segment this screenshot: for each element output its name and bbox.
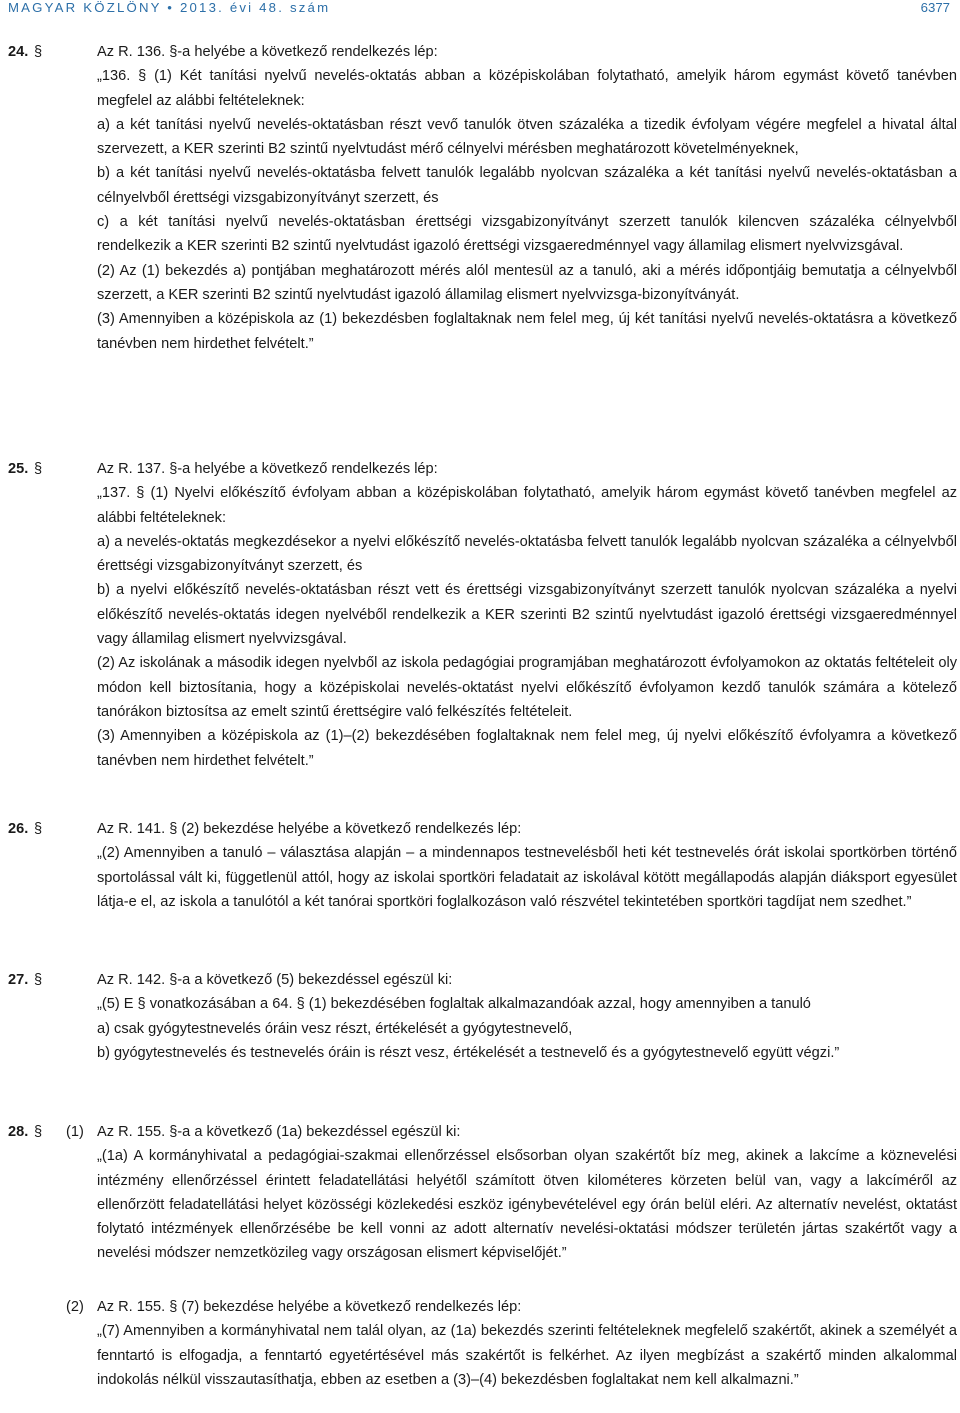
page-header xyxy=(8,0,950,18)
paragraph: „(5) E § vonatkozásában a 64. § (1) bekezdésében foglaltak alkalmazandóak azzal, hogy amennyiben a tanuló xyxy=(97,996,811,1013)
section-text xyxy=(97,817,957,914)
section-text xyxy=(97,1120,957,1266)
paragraph: c) a két tanítási nyelvű nevelés-oktatásban érettségi vizsgabizonyítványt szerzett tanulók kilencven százaléka célnyelvből rendelkezik a KER szerinti B2 szintű nyelvtudást igazoló érettségi vizsgaeredménnyel vagy államilag elismert nyelvvizsgával. xyxy=(97,214,957,255)
section-sign: § xyxy=(34,44,43,60)
section-intro: Az R. 142. §-a a következő (5) bekezdéssel egészül ki: xyxy=(97,972,453,988)
paragraph: (2) Az (1) bekezdés a) pontjában meghatározott mérés alól mentesül az a tanuló, aki a mérés időpontjáig bemutatja a célnyelvből szerzett, a KER szerinti B2 szintű nyelvtudást igazoló államilag elismert nyelvvizsga-bizonyítványát. xyxy=(97,262,957,303)
paragraph: „(2) Amennyiben a tanuló – választása alapján – a mindennapos testnevelésből heti két testnevelés órát iskolai sportkörben történő sportolással vált ki, függetlenül attól, hogy az iskolai sportköri feladatait az iskolával kötött megállapodás alapján diáksport egyesület látja-e el, az iskola a tanulótól a két tanórai sportköri foglalkozáson való részvétel tekintetében sportköri tagdíjat nem szedhet.” xyxy=(97,845,957,910)
paragraph: (3) Amennyiben a középiskola az (1) bekezdésben foglaltaknak nem felel meg, új két tanítási nyelvű nevelés-oktatásra a következő tanévben nem hirdethet felvételt.” xyxy=(97,311,957,352)
section-text xyxy=(97,968,957,1065)
section-text xyxy=(97,1295,957,1392)
paragraph: a) csak gyógytestnevelés óráin vesz részt, értékelését a gyógytestnevelő, xyxy=(97,1020,573,1037)
section-intro: Az R. 137. §-a helyébe a következő rendelkezés lép: xyxy=(97,461,438,477)
section-number: 27. xyxy=(8,972,29,988)
paragraph: a) a nevelés-oktatás megkezdésekor a nyelvi előkészítő nevelés-oktatásba felvett tanulók legalább nyolcvan százaléka a célnyelvből érettségi vizsgabizonyítványt szerzett, és xyxy=(97,533,957,575)
paragraph: (3) Amennyiben a középiskola az (1)–(2) bekezdésében foglaltaknak nem felel meg, új nyelvi előkészítő évfolyamra a következő tanévben nem hirdethet felvételt.” xyxy=(97,728,957,769)
section-sign: § xyxy=(34,1124,43,1140)
subsection-number: (2) xyxy=(66,1299,84,1315)
paragraph: „137. § (1) Nyelvi előkészítő évfolyam abban a középiskolában folytatható, amelyik három egymást követő tanévben megfelel az alábbi feltételeknek: xyxy=(97,485,957,526)
paragraph: b) a nyelvi előkészítő nevelés-oktatásban részt vett és érettségi vizsgabizonyítványt szerzett tanulók nyolcvan százaléka a nyelvi előkészítő nevelés-oktatás idegen nyelvéből rendelkezik a KER szerinti B2 szintű nyelvtudást igazoló érettségi vizsgaeredménnyel vagy államilag elismert nyelvvizsgával. xyxy=(97,582,957,648)
section-intro: Az R. 136. §-a helyébe a következő rendelkezés lép: xyxy=(97,44,438,60)
publication-title: MAGYAR KÖZLÖNY • 2013. évi 48. szám xyxy=(8,0,331,15)
section-intro: Az R. 141. § (2) bekezdése helyébe a következő rendelkezés lép: xyxy=(97,821,522,837)
paragraph: „(1a) A kormányhivatal a pedagógiai-szakmai ellenőrzéssel elsősorban olyan szakértőt bíz meg, akinek a lakcíme a köznevelési intézmény ellenőrzéssel érintett feladatellátási helyétől számított ötven kilométeres körzeten belül van, vagy a lakcíméről az ellenőrzött feladatellátási helyet közösségi közlekedési eszköz igénybevételével egy órán belül eléri. Az alternatív nevelést, oktatást folytató intézmények ellenőrzésébe be kell vonni az adott alternatív nevelési-oktatási módszer területén jártas szakértőt vagy a nevelési módszer nemzetközileg vagy országosan elismert képviselőjét.” xyxy=(97,1148,957,1262)
section-number: 24. xyxy=(8,44,29,60)
section-number: 28. xyxy=(8,1124,29,1140)
paragraph: „136. § (1) Két tanítási nyelvű nevelés-oktatás abban a középiskolában folytatható, amelyik három egymást követő tanévben megfelel az alábbi feltételeknek: xyxy=(97,68,957,109)
paragraph: a) a két tanítási nyelvű nevelés-oktatásban részt vevő tanulók ötven százaléka a tizedik évfolyam végére megfelel a hivatal által szervezett, a KER szerinti B2 szintű nyelvtudást mérő célnyelvi mérésben meghatározott követelményeknek, xyxy=(97,116,957,158)
paragraph: (2) Az iskolának a második idegen nyelvből az iskola pedagógiai programjában meghatározott évfolyamokon az oktatás feltételeit oly módon kell biztosítania, hogy a középiskolai nevelés-oktatást nyelvi előkészítő évfolyamon kezdő tanulók számára a kötelező tanórákon biztosítsa az emelt szintű érettségire való felkészítés feltételeit. xyxy=(97,655,957,720)
section-sign: § xyxy=(34,972,43,988)
section-text xyxy=(97,40,957,356)
section-number: 26. xyxy=(8,821,29,837)
paragraph: „(7) Amennyiben a kormányhivatal nem talál olyan, az (1a) bekezdés szerinti feltételeknek megfelelő szakértőt, akinek a személyét a fenntartó is elfogadja, a fenntartó egyetértésével más szakértőt is felkérhet. Az ilyen megbízást a szakértő minden alkalommal indokolás nélkül visszautasíthatja, ebben az esetben a (3)–(4) bekezdésben foglaltakat nem kell alkalmazni.” xyxy=(97,1323,957,1388)
section-text xyxy=(97,457,957,773)
section-intro: Az R. 155. §-a a következő (1a) bekezdéssel egészül ki: xyxy=(97,1124,461,1140)
section-intro: Az R. 155. § (7) bekezdése helyébe a következő rendelkezés lép: xyxy=(97,1299,522,1315)
paragraph: b) a két tanítási nyelvű nevelés-oktatásba felvett tanulók legalább nyolcvan százaléka a két tanítási nyelvű nevelés-oktatásban a célnyelvből érettségi vizsgabizonyítványt szerzett, és xyxy=(97,165,957,206)
section-number: 25. xyxy=(8,461,29,477)
section-sign: § xyxy=(34,821,43,837)
section-sign: § xyxy=(34,461,43,477)
paragraph: b) gyógytestnevelés és testnevelés óráin is részt vesz, értékelését a testnevelő és a gyógytestnevelő együtt végzi.” xyxy=(97,1044,840,1061)
subsection-number: (1) xyxy=(66,1124,84,1140)
page-number: 6377 xyxy=(920,0,950,15)
